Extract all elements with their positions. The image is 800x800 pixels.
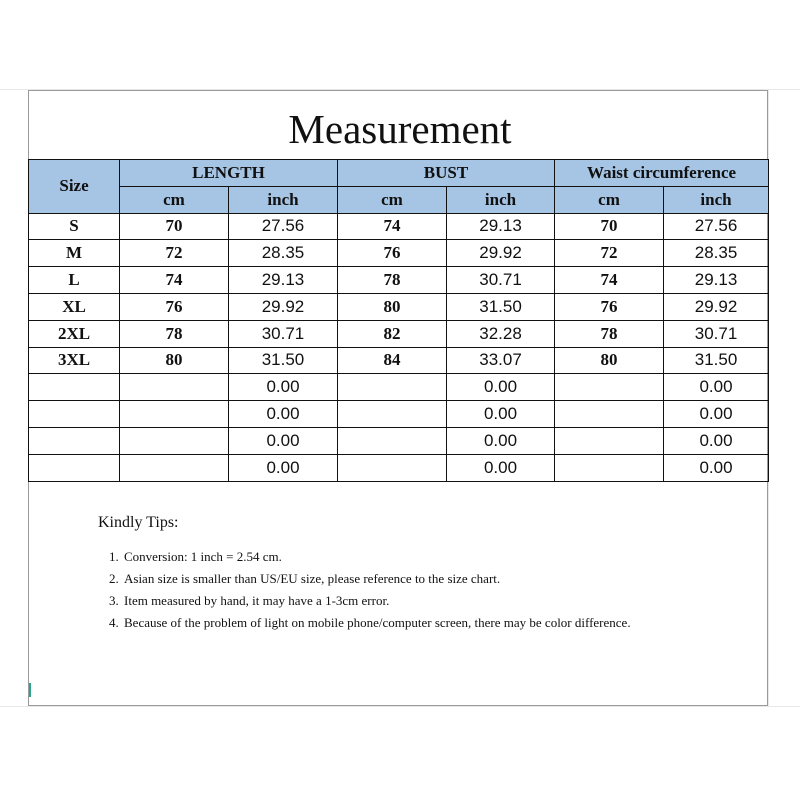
unit-header-cm: cm [555, 186, 664, 213]
bust-group-header: BUST [338, 160, 555, 187]
bust-cm-cell [338, 401, 447, 428]
bust-inch-cell: 0.00 [447, 401, 555, 428]
unit-header-cm: cm [120, 186, 229, 213]
bust-inch-cell: 33.07 [447, 347, 555, 374]
tip-item: 4. Because of the problem of light on mobile phone/computer screen, there may be color difference. [122, 612, 698, 634]
size-cell: 3XL [29, 347, 120, 374]
bust-inch-cell: 29.13 [447, 213, 555, 240]
waist-inch-cell: 0.00 [664, 401, 769, 428]
length-cm-cell: 72 [120, 240, 229, 267]
bust-cm-cell [338, 427, 447, 454]
waist-group-header: Waist circumference [555, 160, 769, 187]
size-cell: S [29, 213, 120, 240]
table-header-row [29, 160, 769, 187]
length-inch-cell: 0.00 [229, 454, 338, 481]
length-cm-cell: 76 [120, 293, 229, 320]
bust-inch-cell: 0.00 [447, 427, 555, 454]
length-cm-cell: 70 [120, 213, 229, 240]
unit-header-cm: cm [338, 186, 447, 213]
table-row [29, 401, 769, 428]
length-inch-cell: 30.71 [229, 320, 338, 347]
tips-title: Kindly Tips: [98, 514, 179, 531]
bust-cm-cell: 76 [338, 240, 447, 267]
length-inch-cell: 0.00 [229, 374, 338, 401]
table-row [29, 320, 769, 347]
length-inch-cell: 0.00 [229, 401, 338, 428]
bust-cm-cell: 78 [338, 267, 447, 294]
bust-cm-cell [338, 374, 447, 401]
bust-cm-cell: 80 [338, 293, 447, 320]
size-cell: L [29, 267, 120, 294]
sheet-gridline [0, 706, 800, 707]
length-cm-cell [120, 454, 229, 481]
length-cm-cell: 80 [120, 347, 229, 374]
length-inch-cell: 31.50 [229, 347, 338, 374]
waist-cm-cell [555, 374, 664, 401]
table-unit-row [29, 186, 769, 213]
table-row [29, 347, 769, 374]
bust-inch-cell: 0.00 [447, 454, 555, 481]
size-cell [29, 454, 120, 481]
waist-inch-cell: 29.13 [664, 267, 769, 294]
tip-item: 3. Item measured by hand, it may have a 1-3cm error. [122, 590, 698, 612]
size-cell [29, 401, 120, 428]
waist-cm-cell [555, 454, 664, 481]
unit-header-inch: inch [229, 186, 338, 213]
length-inch-cell: 27.56 [229, 213, 338, 240]
waist-inch-cell: 30.71 [664, 320, 769, 347]
table-row [29, 293, 769, 320]
waist-cm-cell [555, 427, 664, 454]
waist-cm-cell: 78 [555, 320, 664, 347]
length-cm-cell: 78 [120, 320, 229, 347]
cell-cursor-mark [29, 683, 31, 697]
size-cell: 2XL [29, 320, 120, 347]
bust-inch-cell: 29.92 [447, 240, 555, 267]
waist-inch-cell: 0.00 [664, 454, 769, 481]
bust-cm-cell: 74 [338, 213, 447, 240]
table-row [29, 454, 769, 481]
bust-inch-cell: 31.50 [447, 293, 555, 320]
length-cm-cell [120, 374, 229, 401]
unit-header-inch: inch [664, 186, 769, 213]
waist-inch-cell: 0.00 [664, 374, 769, 401]
length-inch-cell: 29.13 [229, 267, 338, 294]
size-cell: M [29, 240, 120, 267]
length-inch-cell: 28.35 [229, 240, 338, 267]
bust-cm-cell [338, 454, 447, 481]
table-row [29, 427, 769, 454]
bust-inch-cell: 0.00 [447, 374, 555, 401]
length-inch-cell: 0.00 [229, 427, 338, 454]
page-title: Measurement [288, 106, 512, 152]
waist-inch-cell: 27.56 [664, 213, 769, 240]
waist-inch-cell: 0.00 [664, 427, 769, 454]
bust-cm-cell: 82 [338, 320, 447, 347]
table-row [29, 267, 769, 294]
size-column-header: Size [29, 160, 120, 214]
bust-cm-cell: 84 [338, 347, 447, 374]
bust-inch-cell: 32.28 [447, 320, 555, 347]
waist-cm-cell: 74 [555, 267, 664, 294]
waist-cm-cell: 80 [555, 347, 664, 374]
tip-item: 1. Conversion: 1 inch = 2.54 cm. [122, 546, 698, 568]
waist-inch-cell: 29.92 [664, 293, 769, 320]
tips-list [98, 546, 698, 634]
table-row [29, 374, 769, 401]
size-cell [29, 427, 120, 454]
waist-inch-cell: 31.50 [664, 347, 769, 374]
waist-cm-cell: 76 [555, 293, 664, 320]
waist-cm-cell [555, 401, 664, 428]
waist-cm-cell: 72 [555, 240, 664, 267]
size-chart-table [28, 159, 769, 482]
length-inch-cell: 29.92 [229, 293, 338, 320]
length-cm-cell [120, 427, 229, 454]
length-cm-cell [120, 401, 229, 428]
length-cm-cell: 74 [120, 267, 229, 294]
size-cell: XL [29, 293, 120, 320]
bust-inch-cell: 30.71 [447, 267, 555, 294]
table-row [29, 213, 769, 240]
waist-inch-cell: 28.35 [664, 240, 769, 267]
size-cell [29, 374, 120, 401]
unit-header-inch: inch [447, 186, 555, 213]
length-group-header: LENGTH [120, 160, 338, 187]
tip-item: 2. Asian size is smaller than US/EU size, please reference to the size chart. [122, 568, 698, 590]
tips-section [98, 514, 698, 634]
waist-cm-cell: 70 [555, 213, 664, 240]
table-row [29, 240, 769, 267]
